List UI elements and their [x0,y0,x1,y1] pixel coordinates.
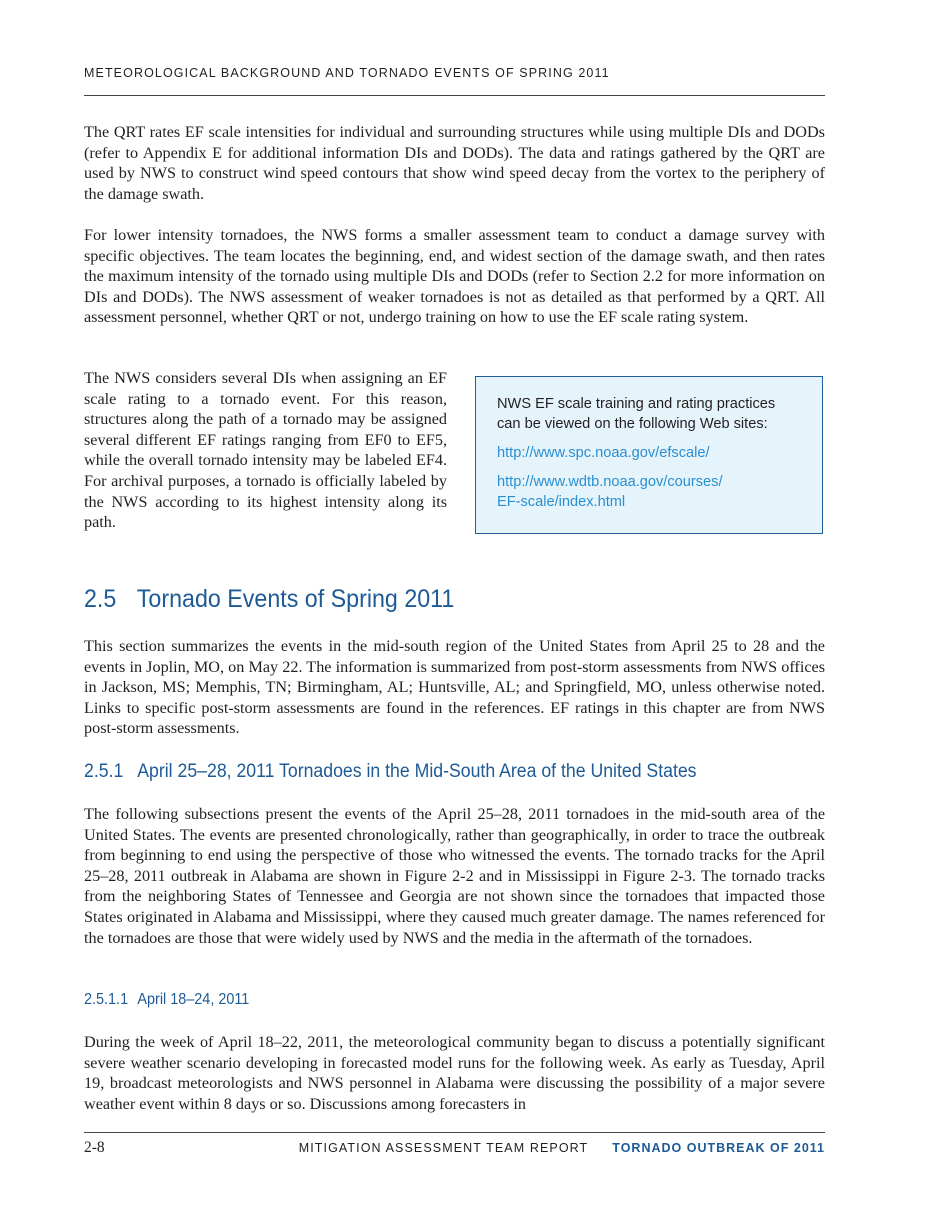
header-divider [84,95,825,96]
paragraph-section-summary: This section summarizes the events in the mid-south region of the United States from April 25 to 28 and the events in Joplin, MO, on May 22. The information is summarized from post-storm assessments from NWS offices in Jackson, MS; Memphis, TN; Birmingham, AL; Huntsville, AL; and Springfield, MO, unless otherwise noted. Links to specific post-storm assessments are found in the references. EF ratings in this chapter are from NWS post-storm assessments. [84,637,825,738]
footer-divider [84,1132,825,1133]
section-2-5-1-heading [84,761,697,783]
paragraph-lower-intensity: For lower intensity tornadoes, the NWS forms a smaller assessment team to conduct a damage survey with specific objectives. The team locates the beginning, end, and widest section of the damage swath, and then rates the maximum intensity of the tornado using multiple DIs and DODs (refer to Section 2.2 for more information on DIs and DODs). The NWS assessment of weaker tornadoes is not as detailed as that performed by a QRT. All assessment personnel, whether QRT or not, undergo training on how to use the EF scale rating system. [84,226,825,327]
section-2-5-1-1-heading [84,991,249,1009]
subsubsection-title: April 18–24, 2011 [137,991,250,1008]
section-number: 2.5 [84,585,117,613]
wdtb-course-link-line-1: http://www.wdtb.noaa.gov/courses/ [497,474,723,490]
paragraph-qrt-ratings: The QRT rates EF scale intensities for individual and surrounding structures while using multiple DIs and DODs (refer to Appendix E for additional information DIs and DODs). The data and ratings gathered by the QRT are used by NWS to construct wind speed contours that show wind speed decay from the vortex to the periphery of the damage swath. [84,123,825,203]
wdtb-course-link-line-2: EF-scale/index.html [497,494,626,510]
spc-efscale-link-text: http://www.spc.noaa.gov/efscale/ [497,445,710,461]
footer-report-title: TORNADO OUTBREAK OF 2011 [612,1141,825,1155]
wdtb-course-link[interactable] [497,472,802,512]
paragraph-mid-south-events: The following subsections present the events of the April 25–28, 2011 tornadoes in the mid-south area of the United States. The events are presented chronologically, rather than geographically, in order to trace the outbreak from beginning to end using the perspective of those who witnessed the events. The tornado tracks for the April 25–28, 2011 outbreak in Alabama are shown in Figure 2-2 and in Mississippi in Figure 2-3. The tornado tracks from the neighboring States of Tennessee and Georgia are not shown since the tornadoes that impacted those States originated in Alabama and Mississippi, where they caused much greater damage. The names referenced for the tornadoes are those that were widely used by NWS and the media in the aftermath of the tornadoes. [84,805,825,947]
paragraph-damage-indicators: The NWS considers several DIs when assigning an EF scale rating to a tornado event. For this reason, structures along the path of a tornado may be assigned several different EF ratings ranging from EF0 to EF5, while the overall tornado intensity may be labeled EF4. For archival purposes, a tornado is officially labeled by the NWS according to its highest intensity along its path. [84,369,447,532]
running-footer [299,1141,825,1155]
footer-report-name: MITIGATION ASSESSMENT TEAM REPORT [298,1141,589,1155]
spc-efscale-link[interactable] [497,443,802,463]
subsubsection-number: 2.5.1.1 [84,991,129,1008]
section-2-5-heading [84,585,454,614]
subsection-number: 2.5.1 [84,761,124,782]
callout-text: NWS EF scale training and rating practices can be viewed on the following Web sites: [497,396,776,432]
paragraph-april-18-24: During the week of April 18–22, 2011, the meteorological community began to discuss a potentially significant severe weather scenario developing in forecasted model runs for the following week. As early as Tuesday, April 19, broadcast meteorologists and NWS personnel in Alabama were discussing the possibility of a major severe weather event within 8 days or so. Discussions among forecasters in [84,1033,825,1113]
page-number: 2-8 [84,1139,105,1156]
web-sites-callout-box [475,376,823,534]
running-header: METEOROLOGICAL BACKGROUND AND TORNADO EVENTS OF SPRING 2011 [84,66,610,80]
section-title: Tornado Events of Spring 2011 [136,585,455,613]
subsection-title: April 25–28, 2011 Tornadoes in the Mid-South Area of the United States [137,761,697,782]
